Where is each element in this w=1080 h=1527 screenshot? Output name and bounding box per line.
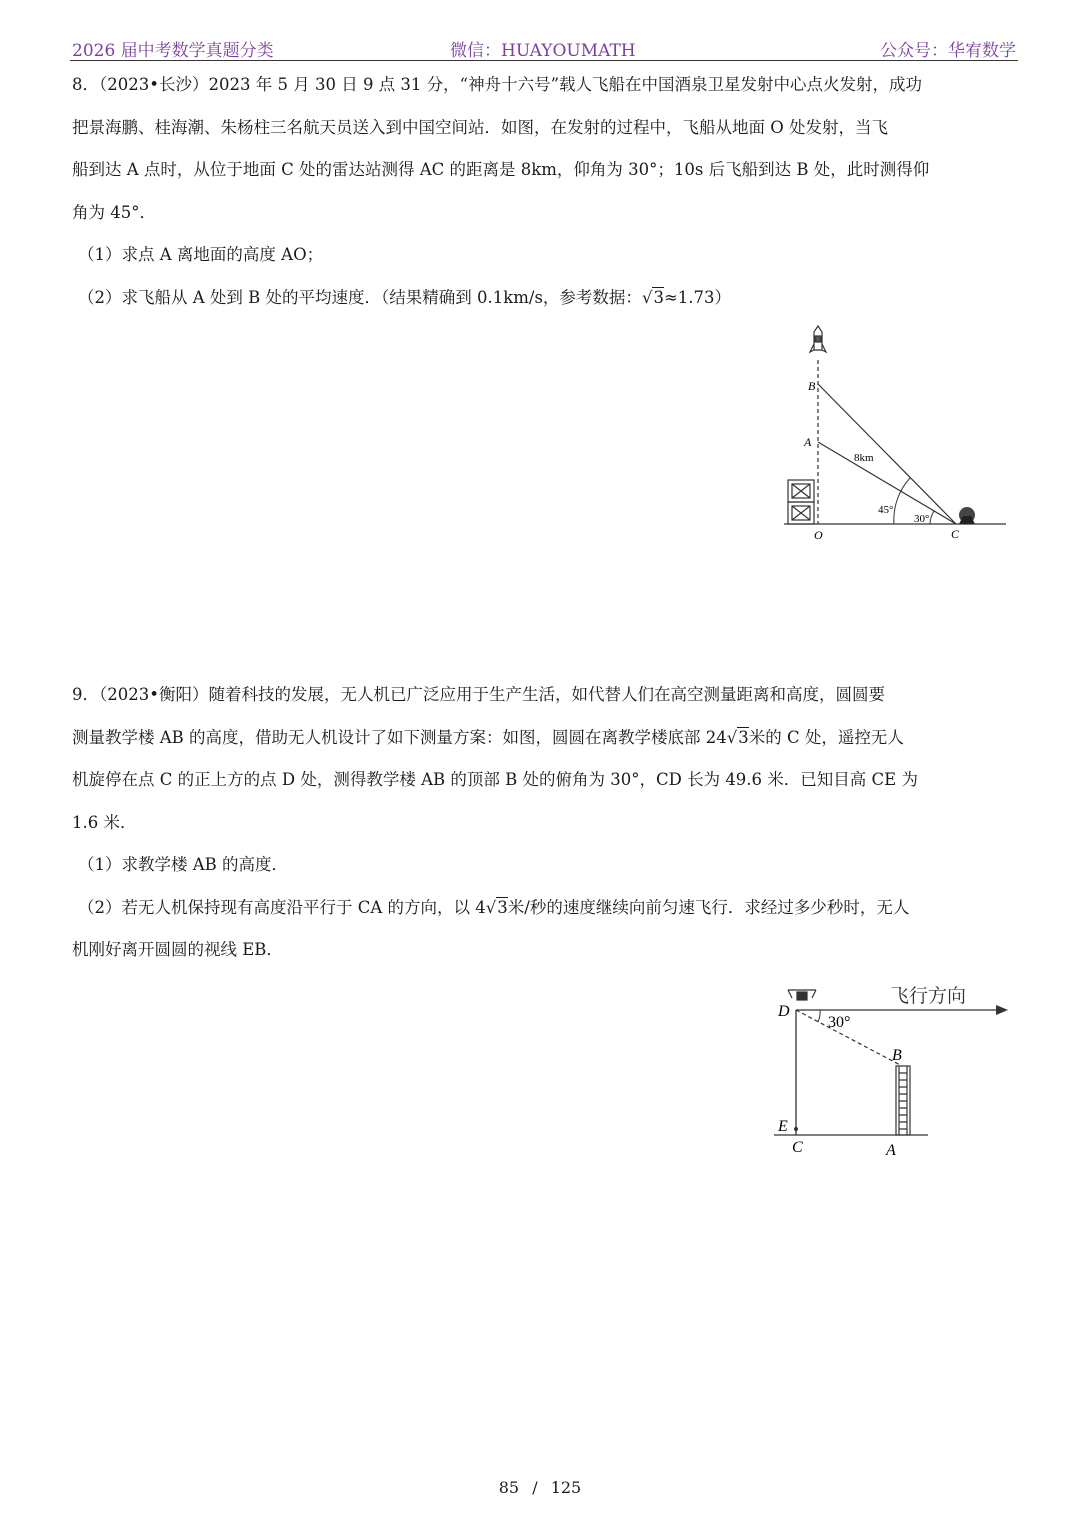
- page-number: 85: [498, 1478, 520, 1497]
- q9-part-2-cont: 机刚好离开圆圆的视线 EB．: [72, 940, 283, 959]
- label-b: B: [808, 379, 816, 393]
- point-e: [794, 1127, 798, 1131]
- page-separator: /: [532, 1478, 538, 1497]
- label-c: C: [951, 527, 960, 541]
- label-angle-45: 45°: [878, 504, 894, 516]
- radar-icon: [959, 507, 975, 524]
- q9-sqrt-value-2: 3: [497, 897, 508, 917]
- q8-line-1: [72, 64, 1008, 107]
- q8-figure: [770, 318, 1015, 548]
- q9-number: 9．: [72, 685, 99, 704]
- q9-source: （2023•衡阳）: [99, 685, 209, 704]
- q8-line-2: 把景海鹏、桂海潮、朱杨柱三名航天员送入到中国空间站．如图，在发射的过程中，飞船从地面 O 处发射，当飞: [72, 117, 889, 137]
- q8-part-2-end: ≈1.73）: [663, 287, 732, 307]
- q9-sqrt-value-1: 3: [738, 727, 749, 747]
- q9-part-2: （2）若无人机保持现有高度沿平行于 CA 的方向，以 4√3米/秒的速度继续向前匀速飞行．求经过多少秒时，无人: [78, 897, 910, 917]
- q8-part-2: （2）求飞船从 A 处到 B 处的平均速度．（结果精确到 0.1km/s，参考数据：√3≈1.73）: [78, 287, 732, 307]
- label-e: E: [778, 1118, 788, 1135]
- drone-icon: [788, 990, 816, 1000]
- label-distance: 8km: [854, 452, 874, 464]
- rocket-icon: [810, 326, 826, 352]
- page-footer: [0, 1478, 1080, 1497]
- q8-part-1: （1）求点 A 离地面的高度 AO；: [78, 245, 324, 264]
- header-account: 公众号：华宥数学: [880, 41, 1016, 61]
- q9-line-1: [72, 674, 1008, 717]
- label-angle-30: 30°: [914, 513, 930, 525]
- launch-tower-icon: [788, 480, 814, 524]
- label-flight-direction: 飞行方向: [890, 986, 967, 1007]
- question-9: [72, 674, 1008, 972]
- q8-text-1: 2023 年 5 月 30 日 9 点 31 分，“神舟十六号”载人飞船在中国酒泉卫星发射中心点火发射，成功: [208, 75, 923, 94]
- label-a: A: [804, 435, 812, 449]
- q9-part-2-mid: 米/秒的速度继续向前匀速飞行．求经过多少秒时，无人: [507, 897, 910, 917]
- arrow-right-icon: [996, 1005, 1008, 1015]
- q8-source: （2023•长沙）: [99, 75, 209, 94]
- label-a: A: [886, 1142, 896, 1159]
- header-wechat: 微信：HUAYOUMATH: [450, 41, 636, 61]
- q9-text-2a: 测量教学楼 AB 的高度，借助无人机设计了如下测量方案：如图，圆圆在离教学楼底部 24: [72, 727, 727, 747]
- label-d: D: [778, 1003, 790, 1020]
- label-angle-30: 30°: [828, 1014, 851, 1031]
- q9-line-3: 机旋停在点 C 的正上方的点 D 处，测得教学楼 AB 的顶部 B 处的俯角为 30°，CD 长为 49.6 米．已知目高 CE 为: [72, 770, 918, 789]
- angle-45-arc: [894, 478, 910, 524]
- q9-text-1: 随着科技的发展，无人机已广泛应用于生产生活，如代替人们在高空测量距离和高度，圆圆要: [208, 685, 885, 704]
- q8-line-3: 船到达 A 点时，从位于地面 C 处的雷达站测得 AC 的距离是 8km，仰角为 30°；10s 后飞船到达 B 处，此时测得仰: [72, 160, 930, 179]
- angle-30-arc: [930, 511, 934, 524]
- q9-line-2: 测量教学楼 AB 的高度，借助无人机设计了如下测量方案：如图，圆圆在离教学楼底部 24√3米的 C 处，遥控无人: [72, 727, 904, 747]
- question-8: [72, 64, 1008, 319]
- header-series-title: 2026 届中考数学真题分类: [72, 41, 274, 61]
- label-c: C: [792, 1139, 803, 1156]
- q9-part-1: （1）求教学楼 AB 的高度．: [78, 855, 289, 874]
- q9-part-2-text: （2）若无人机保持现有高度沿平行于 CA 的方向，以 4: [78, 897, 486, 917]
- label-b: B: [892, 1047, 902, 1064]
- q9-text-2b: 米的 C 处，遥控无人: [748, 727, 904, 747]
- q9-line-4: 1.6 米．: [72, 812, 137, 832]
- q8-part-2-text: （2）求飞船从 A 处到 B 处的平均速度．（结果精确到 0.1km/s，参考数据：: [78, 287, 642, 307]
- page-header: [70, 32, 1018, 61]
- q8-number: 8．: [72, 75, 99, 94]
- angle-30-arc: [818, 1010, 820, 1022]
- building-icon: [896, 1066, 910, 1135]
- page-total: 125: [550, 1478, 582, 1497]
- q8-sqrt-value: 3: [653, 287, 664, 307]
- q9-figure: [766, 978, 1016, 1163]
- label-o: O: [814, 528, 823, 542]
- q8-line-4: 角为 45°．: [72, 202, 156, 222]
